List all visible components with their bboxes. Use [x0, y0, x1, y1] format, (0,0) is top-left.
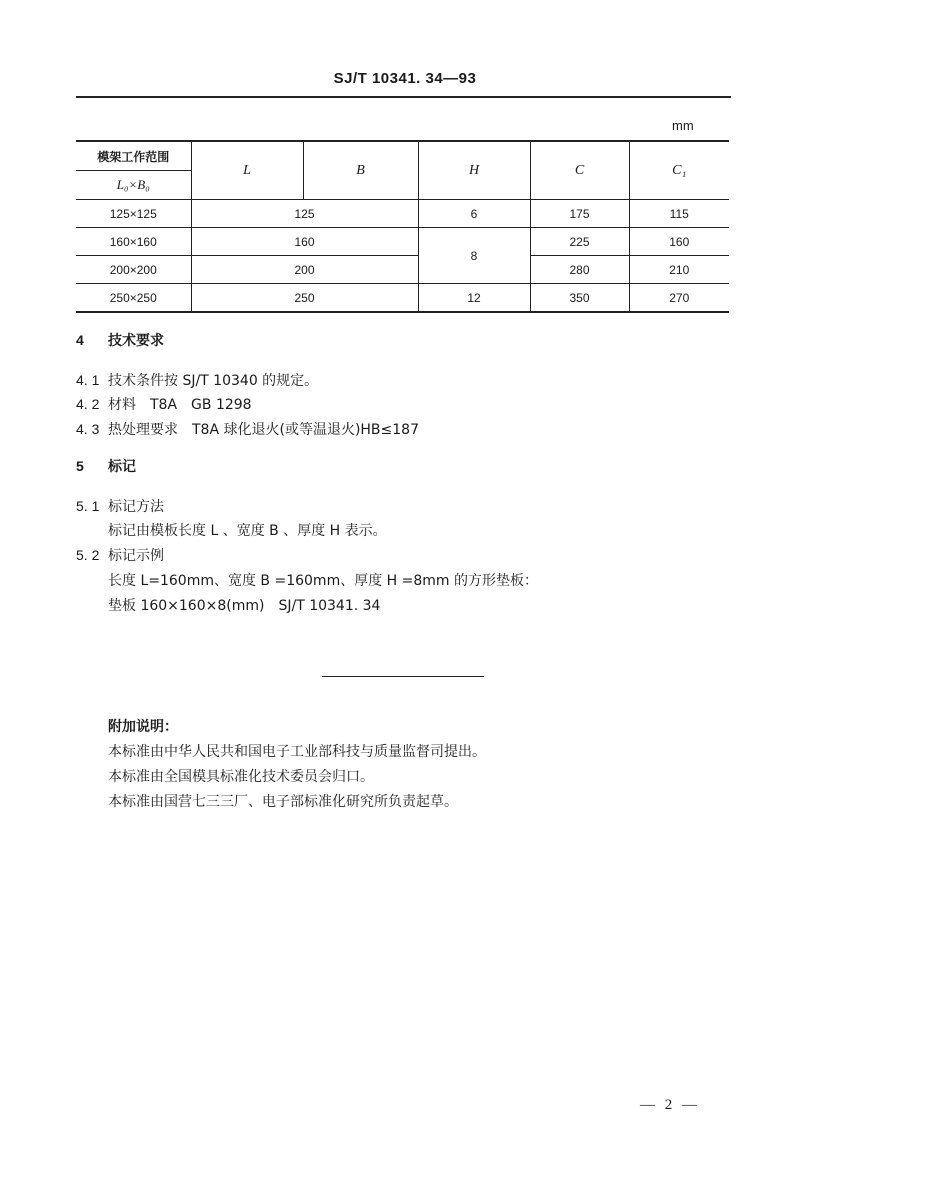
col-header-l: L: [191, 141, 303, 200]
section-4-1: 4. 1 技术条件按 SJ/T 10340 的规定。: [76, 372, 319, 389]
section-4-3: 4. 3 热处理要求 T8A 球化退火(或等温退火)HB≤187: [76, 421, 419, 438]
cell-lb: 250: [191, 284, 418, 313]
col-header-c1: C₁: [629, 141, 729, 200]
cell-c1: 270: [629, 284, 729, 313]
notes-line: 本标准由中华人民共和国电子工业部科技与质量监督司提出。: [108, 744, 486, 760]
range-header: 模架工作范围: [76, 141, 191, 171]
cell-c1: 210: [629, 256, 729, 284]
cell-c: 280: [530, 256, 629, 284]
cell-lb: 200: [191, 256, 418, 284]
cell-h: 6: [418, 200, 530, 228]
cell-lb: 125: [191, 200, 418, 228]
notes-line: 本标准由全国模具标准化技术委员会归口。: [108, 769, 374, 785]
range-sub-header: L₀×B₀: [76, 171, 191, 200]
section-4-heading: 4 技术要求: [76, 332, 164, 349]
cell-h: 12: [418, 284, 530, 313]
cell-c: 175: [530, 200, 629, 228]
section-5-2-text2: 垫板 160×160×8(mm) SJ/T 10341. 34: [108, 598, 381, 614]
section-4-2: 4. 2 材料 T8A GB 1298: [76, 396, 252, 413]
dimension-table: [76, 140, 729, 313]
notes-title: 附加说明：: [108, 719, 178, 735]
cell-range: 250×250: [76, 284, 191, 313]
section-5-heading: 5 标记: [76, 458, 136, 475]
end-rule: [322, 676, 484, 677]
notes-line: 本标准由国营七三三厂、电子部标准化研究所负责起草。: [108, 794, 458, 810]
table-unit: mm: [672, 118, 694, 133]
table-row: [76, 256, 729, 284]
col-header-c: C: [530, 141, 629, 200]
section-5-2-text1: 长度 L=160mm、宽度 B =160mm、厚度 H =8mm 的方形垫板：: [108, 573, 539, 589]
cell-range: 125×125: [76, 200, 191, 228]
page-number: — 2 —: [640, 1097, 700, 1113]
col-header-h: H: [418, 141, 530, 200]
header-rule: [76, 96, 731, 98]
cell-lb: 160: [191, 228, 418, 256]
cell-c: 225: [530, 228, 629, 256]
section-5-2-heading: 5. 2 标记示例: [76, 547, 164, 564]
section-5-1-text: 标记由模板长度 L 、宽度 B 、厚度 H 表示。: [108, 523, 387, 539]
cell-c1: 160: [629, 228, 729, 256]
cell-h: 8: [418, 228, 530, 284]
col-header-b: B: [303, 141, 418, 200]
table-row: [76, 228, 729, 256]
cell-range: 160×160: [76, 228, 191, 256]
cell-c1: 115: [629, 200, 729, 228]
document-code: SJ/T 10341. 34—93: [333, 70, 477, 87]
cell-c: 350: [530, 284, 629, 313]
cell-range: 200×200: [76, 256, 191, 284]
table-row: [76, 284, 729, 313]
table-row: [76, 200, 729, 228]
section-5-1-heading: 5. 1 标记方法: [76, 498, 164, 515]
